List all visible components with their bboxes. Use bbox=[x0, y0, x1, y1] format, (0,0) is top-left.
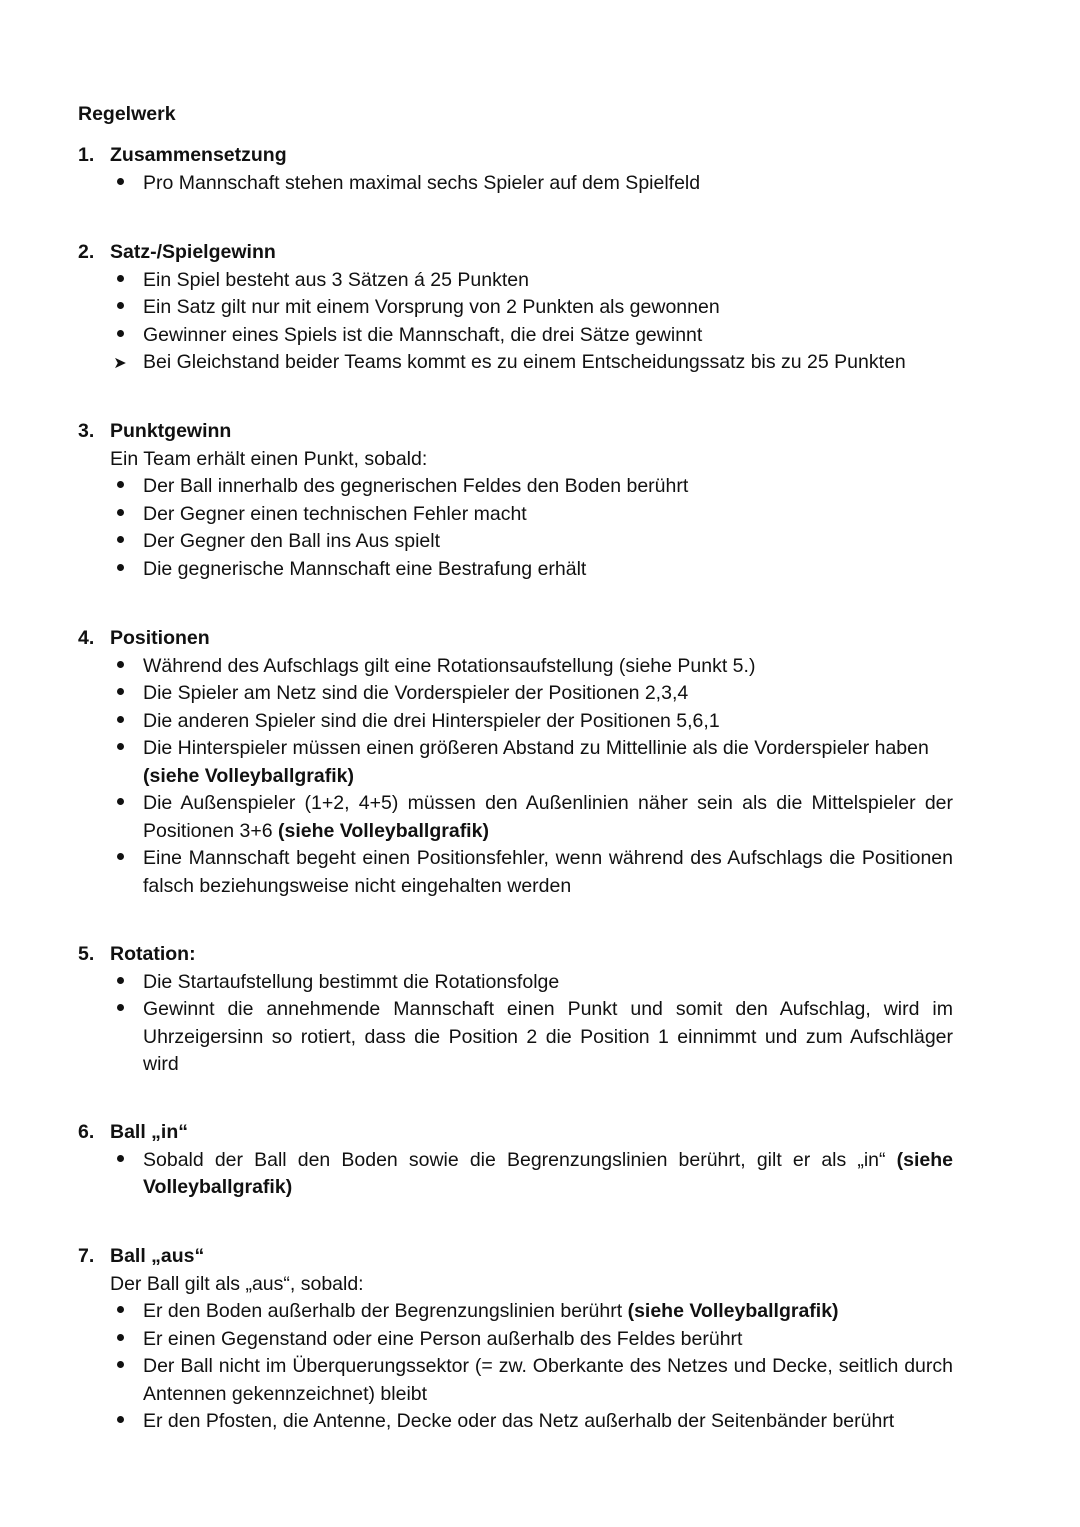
section-rotation bbox=[78, 941, 953, 1079]
section-title: Rotation: bbox=[110, 943, 196, 965]
section-heading bbox=[78, 418, 953, 446]
section-intro: Der Ball gilt als „aus“, sobald: bbox=[110, 1272, 364, 1295]
list-item bbox=[78, 708, 953, 736]
list-item bbox=[78, 556, 953, 584]
list-item bbox=[78, 294, 953, 322]
list-item bbox=[78, 322, 953, 350]
list-item bbox=[78, 1298, 953, 1326]
bullet-icon bbox=[112, 996, 128, 1024]
bullet-icon bbox=[112, 735, 128, 763]
item-text: Die anderen Spieler sind die drei Hinterspieler der Positionen 5,6,1 bbox=[143, 709, 720, 732]
section-title: Zusammensetzung bbox=[110, 144, 287, 166]
item-text: Er den Pfosten, die Antenne, Decke oder das Netz außerhalb der Seitenbänder berührt bbox=[143, 1410, 895, 1432]
item-text: Die Außenspieler (1+2, 4+5) müssen den Außenlinien näher sein als die Mittelspieler der Positionen 3+6 bbox=[143, 792, 953, 842]
bullet-icon bbox=[112, 294, 128, 322]
list-item bbox=[78, 267, 953, 295]
section-number: 3. bbox=[78, 420, 95, 442]
bullet-icon bbox=[112, 1298, 128, 1326]
bullet-icon bbox=[112, 170, 128, 198]
item-text: Gewinner eines Spiels ist die Mannschaft, die drei Sätze gewinnt bbox=[143, 323, 703, 346]
list-item bbox=[78, 1408, 953, 1436]
bullet-icon bbox=[112, 473, 128, 501]
document-title: Regelwerk bbox=[78, 103, 176, 125]
reference-volleyballgrafik: (siehe Volleyballgrafik) bbox=[143, 1148, 953, 1198]
bullet-icon bbox=[112, 708, 128, 736]
bullet-icon bbox=[112, 1147, 128, 1175]
item-text: Er einen Gegenstand oder eine Person außerhalb des Feldes berührt bbox=[143, 1327, 743, 1350]
item-text: Ein Spiel besteht aus 3 Sätzen á 25 Punkten bbox=[143, 268, 529, 291]
arrow-icon: ➤ bbox=[113, 355, 127, 372]
bullet-icon bbox=[112, 969, 128, 997]
list-item bbox=[78, 680, 953, 708]
bullet-list bbox=[78, 267, 953, 377]
section-title: Ball „in“ bbox=[110, 1121, 189, 1143]
section-number: 6. bbox=[78, 1121, 95, 1143]
section-number: 4. bbox=[78, 627, 95, 649]
item-text: Die Spieler am Netz sind die Vorderspieler der Positionen 2,3,4 bbox=[143, 682, 689, 704]
section-ball-in bbox=[78, 1119, 953, 1202]
section-positionen bbox=[78, 625, 953, 900]
list-item bbox=[78, 845, 953, 900]
list-item bbox=[78, 528, 953, 556]
bullet-list bbox=[78, 653, 953, 901]
bullet-icon bbox=[112, 845, 128, 873]
list-item bbox=[78, 653, 953, 681]
item-text: Während des Aufschlags gilt eine Rotationsaufstellung (siehe Punkt 5.) bbox=[143, 654, 756, 677]
bullet-list bbox=[78, 170, 953, 198]
item-text: Eine Mannschaft begeht einen Positionsfehler, wenn während des Aufschlags die Positionen falsch beziehungsweise nicht eingehalten werden bbox=[143, 847, 953, 897]
bullet-list bbox=[78, 969, 953, 1079]
item-text: Er den Boden außerhalb der Begrenzungslinien berührt bbox=[143, 1300, 623, 1322]
section-heading bbox=[78, 625, 953, 653]
bullet-list bbox=[78, 1147, 953, 1202]
list-item bbox=[78, 473, 953, 501]
section-title: Ball „aus“ bbox=[110, 1245, 205, 1267]
bullet-icon bbox=[112, 790, 128, 818]
reference-volleyballgrafik: (siehe Volleyballgrafik) bbox=[277, 819, 489, 842]
item-text: Bei Gleichstand beider Teams kommt es zu einem Entscheidungssatz bis zu 25 Punkten bbox=[143, 351, 906, 373]
bullet-list bbox=[78, 1298, 953, 1436]
bullet-icon bbox=[112, 1408, 128, 1436]
bullet-icon bbox=[112, 1353, 128, 1381]
section-number: 5. bbox=[78, 943, 95, 965]
list-item bbox=[78, 969, 953, 997]
reference-volleyballgrafik: (siehe Volleyballgrafik) bbox=[627, 1300, 839, 1322]
item-text: Ein Satz gilt nur mit einem Vorsprung von 2 Punkten als gewonnen bbox=[143, 296, 720, 318]
bullet-icon bbox=[112, 501, 128, 529]
list-item bbox=[78, 996, 953, 1079]
bullet-icon bbox=[112, 528, 128, 556]
list-item bbox=[78, 1353, 953, 1408]
item-text: Sobald der Ball den Boden sowie die Begrenzungslinien berührt, gilt er als „in“ bbox=[143, 1148, 886, 1171]
item-text: Die Hinterspieler müssen einen größeren Abstand zu Mittellinie als die Vorderspieler haben bbox=[143, 737, 929, 759]
bullet-icon bbox=[112, 653, 128, 681]
list-item bbox=[78, 1326, 953, 1354]
section-intro: Ein Team erhält einen Punkt, sobald: bbox=[110, 447, 428, 470]
section-title: Positionen bbox=[110, 627, 210, 649]
section-satz-spielgewinn bbox=[78, 239, 953, 377]
list-item bbox=[78, 170, 953, 198]
bullet-list bbox=[78, 473, 953, 583]
section-heading bbox=[78, 239, 953, 267]
section-number: 1. bbox=[78, 144, 95, 166]
section-heading bbox=[78, 1243, 953, 1271]
item-text: Der Gegner den Ball ins Aus spielt bbox=[143, 530, 440, 552]
list-item bbox=[78, 501, 953, 529]
item-text: Gewinnt die annehmende Mannschaft einen Punkt und somit den Aufschlag, wird im Uhrzeigersinn so rotiert, dass die Position 2 die Position 1 einnimmt und zum Aufschläger wird bbox=[143, 998, 953, 1075]
item-text: Der Ball nicht im Überquerungssektor (= zw. Oberkante des Netzes und Decke, seitlich durch Antennen gekennzeichnet) bleibt bbox=[143, 1355, 953, 1405]
bullet-icon bbox=[112, 1326, 128, 1354]
section-number: 2. bbox=[78, 241, 95, 263]
section-number: 7. bbox=[78, 1245, 95, 1267]
bullet-icon bbox=[112, 680, 128, 708]
section-punktgewinn bbox=[78, 418, 953, 583]
section-heading bbox=[78, 1119, 953, 1147]
list-item bbox=[78, 1147, 953, 1202]
bullet-icon bbox=[112, 556, 128, 584]
item-text: Die Startaufstellung bestimmt die Rotationsfolge bbox=[143, 970, 560, 993]
item-text: Der Gegner einen technischen Fehler macht bbox=[143, 502, 527, 525]
section-title: Satz-/Spielgewinn bbox=[110, 241, 276, 263]
item-text: Pro Mannschaft stehen maximal sechs Spieler auf dem Spielfeld bbox=[143, 171, 701, 194]
item-text: Der Ball innerhalb des gegnerischen Feldes den Boden berührt bbox=[143, 475, 689, 497]
reference-volleyballgrafik: (siehe Volleyballgrafik) bbox=[143, 764, 354, 787]
section-title: Punktgewinn bbox=[110, 420, 232, 442]
list-item bbox=[78, 349, 953, 377]
list-item bbox=[78, 735, 953, 790]
bullet-icon bbox=[112, 322, 128, 350]
list-item bbox=[78, 790, 953, 845]
section-zusammensetzung bbox=[78, 142, 953, 197]
bullet-icon bbox=[112, 267, 128, 295]
section-ball-aus bbox=[78, 1243, 953, 1436]
section-heading bbox=[78, 941, 953, 969]
section-heading bbox=[78, 142, 953, 170]
item-text: Die gegnerische Mannschaft eine Bestrafung erhält bbox=[143, 557, 587, 580]
